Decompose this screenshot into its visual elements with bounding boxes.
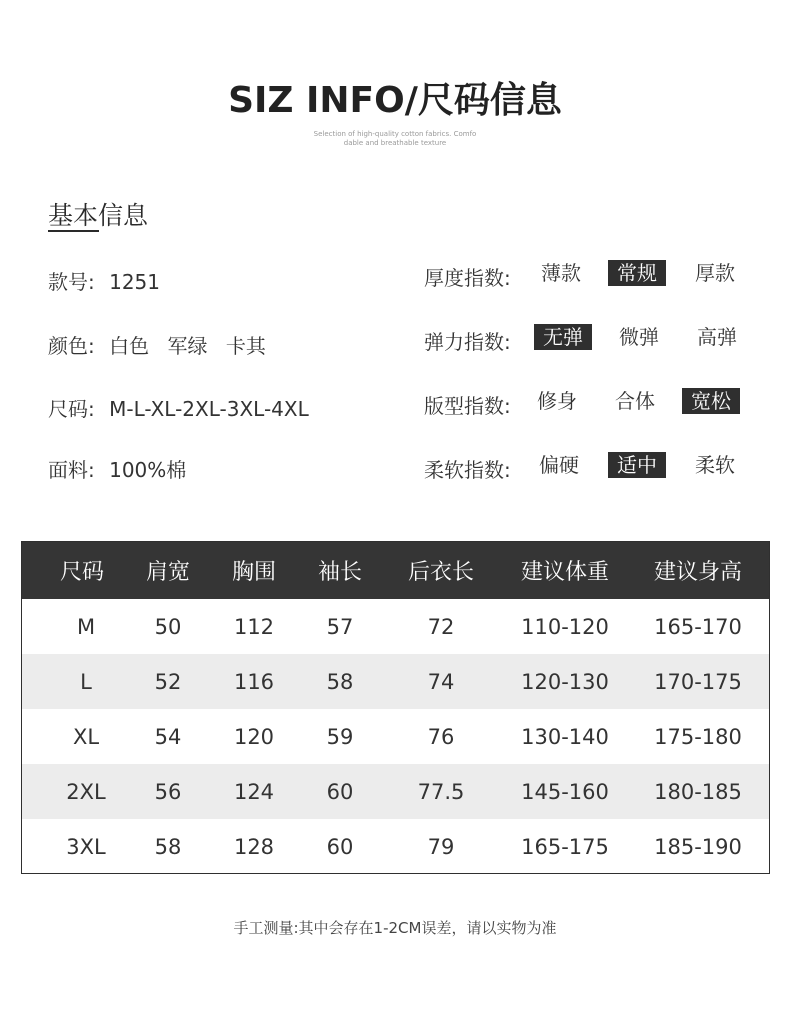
info-label: 颜色: [48, 334, 95, 358]
info-value [109, 270, 172, 294]
index-option: 合体 [615, 389, 655, 413]
info-label: 款号: [48, 270, 95, 294]
info-value-item: M-L-XL-2XL-3XL-4XL [109, 397, 309, 421]
index-option: 修身 [537, 389, 577, 413]
table-row [22, 654, 769, 709]
table-cell: 76 [427, 724, 455, 749]
table-header-cell: 后衣长 [407, 560, 474, 585]
table-row [22, 599, 769, 654]
table-header-cell: 建议身高 [653, 560, 742, 585]
table-header-cell: 肩宽 [145, 560, 190, 585]
table-cell: L [80, 669, 92, 694]
table-cell: M [76, 614, 96, 639]
table-cell: 56 [154, 779, 182, 804]
table-cell: 165-170 [654, 614, 742, 639]
info-value [109, 397, 321, 421]
index-option: 偏硬 [539, 453, 579, 477]
table-cell: 116 [233, 669, 275, 694]
table-row [22, 819, 769, 874]
index-option: 柔软 [695, 453, 735, 477]
table-cell: 185-190 [654, 834, 742, 859]
table-cell: 120 [233, 724, 275, 749]
table-cell: 2XL [66, 779, 106, 804]
index-option: 高弹 [697, 325, 737, 349]
table-cell: 74 [427, 669, 455, 694]
table-row [22, 709, 769, 764]
table-cell: 58 [154, 834, 182, 859]
info-label: 面料: [48, 458, 95, 482]
table-header-cell: 袖长 [317, 560, 362, 585]
info-value [109, 454, 198, 483]
index-label: 弹力指数: [424, 330, 511, 354]
size-table [21, 541, 770, 874]
info-value-item: 100%棉 [109, 458, 187, 482]
measurement-note: 手工测量:其中会存在1-2CM误差，请以实物为准 [233, 919, 557, 937]
section-title: 基本信息 [48, 201, 149, 230]
subtitle-line-1: Selection of high-quality cotton fabrics. Comfo [313, 130, 477, 138]
section-underline [48, 230, 99, 232]
info-label: 尺码: [48, 397, 95, 421]
info-row-color [48, 330, 278, 360]
table-cell: 120-130 [521, 669, 609, 694]
index-option: 厚款 [695, 261, 735, 285]
table-cell: 124 [233, 779, 275, 804]
info-value [109, 330, 278, 359]
table-cell: 72 [427, 614, 455, 639]
table-cell: 60 [326, 779, 354, 804]
index-option: 微弹 [619, 325, 659, 349]
info-value-item: 卡其 [225, 334, 266, 358]
table-cell: 180-185 [654, 779, 742, 804]
table-cell: 60 [326, 834, 354, 859]
page-subtitle [0, 130, 790, 148]
table-header-cell: 建议体重 [520, 560, 609, 585]
index-option-selected: 无弹 [534, 324, 592, 350]
info-row-fabric [48, 454, 198, 484]
table-cell: 59 [326, 724, 354, 749]
index-option: 薄款 [541, 261, 581, 285]
table-cell: 145-160 [521, 779, 609, 804]
info-row-sizes [48, 393, 321, 423]
table-cell: 112 [233, 614, 275, 639]
table-cell: 79 [427, 834, 455, 859]
index-label: 柔软指数: [424, 458, 511, 482]
info-row-style-number [48, 266, 172, 296]
index-option-selected: 常规 [608, 260, 666, 286]
table-cell: 165-175 [521, 834, 609, 859]
info-value-item: 军绿 [167, 334, 208, 358]
info-value-item: 1251 [109, 270, 161, 294]
table-header-row [22, 542, 769, 599]
table-cell: 170-175 [654, 669, 742, 694]
table-row [22, 764, 769, 819]
index-label: 版型指数: [424, 394, 511, 418]
table-cell: 3XL [66, 834, 106, 859]
index-option-selected: 适中 [608, 452, 666, 478]
table-header-cell: 尺码 [59, 560, 104, 585]
table-header-cell: 胸围 [231, 560, 276, 585]
table-cell: 58 [326, 669, 354, 694]
index-option-selected: 宽松 [682, 388, 740, 414]
table-cell: XL [72, 724, 100, 749]
table-cell: 50 [154, 614, 182, 639]
table-cell: 52 [154, 669, 182, 694]
table-cell: 130-140 [521, 724, 609, 749]
table-cell: 57 [326, 614, 354, 639]
table-cell: 77.5 [417, 779, 465, 804]
page-title: SIZ INFO/尺码信息 [228, 80, 562, 121]
table-cell: 110-120 [521, 614, 609, 639]
info-value-item: 白色 [109, 334, 150, 358]
index-label: 厚度指数: [424, 266, 511, 290]
table-cell: 54 [154, 724, 182, 749]
table-cell: 128 [233, 834, 275, 859]
subtitle-line-2: dable and breathable texture [343, 139, 447, 147]
table-cell: 175-180 [654, 724, 742, 749]
